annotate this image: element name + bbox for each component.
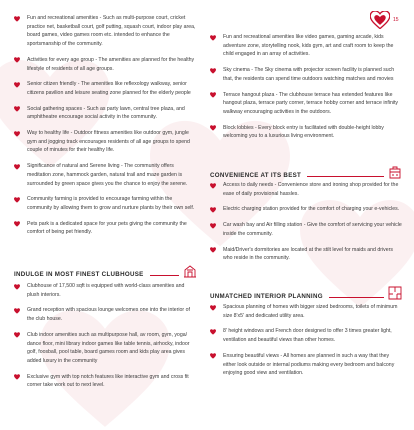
list-item <box>210 327 402 344</box>
heart-bullet-icon <box>210 92 216 98</box>
heading-divider <box>307 176 384 177</box>
list-item <box>14 282 197 299</box>
list-item <box>14 80 197 97</box>
heart-bullet-icon <box>14 284 20 290</box>
list-item <box>210 91 402 117</box>
list-item <box>14 306 197 323</box>
clubhouse-heading-row <box>14 264 197 278</box>
heading-divider <box>150 275 179 276</box>
heart-bullet-icon <box>14 308 20 314</box>
list-item-text: Pets park is a dedicated space for your pets giving the community the comfort of being pet friendly. <box>27 220 187 236</box>
list-item <box>14 56 197 73</box>
list-item <box>210 303 402 320</box>
list-item-text: Activities for every age group - The amenities are planned for the healthy lifestyle of residents of all age groups. <box>27 56 195 72</box>
list-item-text: Grand reception with spacious lounge welcomes one into the interior of the club house. <box>27 307 190 323</box>
list-item-text: Way to healthy life - Outdoor fitness amenities like outdoor gym, jungle gym and jogging track encourages residents of all age groups to spend couple of minutes for their healthy life. <box>27 130 190 154</box>
heart-bullet-icon <box>210 35 216 41</box>
list-item-text: 8' height windows and French door designed to offer 3 times greater light, ventilation and beautiful views than other homes. <box>223 328 392 344</box>
list-item-text: Community farming is provided to encourage farming within the community by allowing them to grow and nurture plants by their own self. <box>27 196 195 211</box>
heart-bullet-icon <box>14 82 20 88</box>
list-item-text: Club indoor amenities such as multipurpose hall, av room, gym, yoga/ dance floor, mini library indoor games like table tennis, airhocky, indoor golf, foosball, pool table, board games room and kids play area gives added luxury in the community <box>27 331 190 364</box>
list-item-text: Block lobbies - Every block entry is facilitated with double-height lobby welcoming you to a luxurious living environment. <box>223 124 384 140</box>
heart-bullet-icon <box>210 207 216 213</box>
list-item-text: Maid/Driver's dormitories are located at the stilt level for maids and drivers who reside in the community. <box>223 246 393 262</box>
list-item-text: Spacious planning of homes with bigger sized bedrooms, toilets of minimum size 8'x5' and dedicated utility area. <box>223 304 398 319</box>
list-item <box>14 373 197 390</box>
convenience-list <box>210 181 402 270</box>
list-item <box>210 221 402 238</box>
heart-bullet-icon <box>210 68 216 74</box>
heart-bullet-icon <box>14 131 20 137</box>
list-item <box>14 162 197 188</box>
list-item-text: Fun and recreational amenities like video games, gaming arcade, kids adventure zone, storytelling nook, kids gym, art and craft room to keep the child engaged in an array of activities. <box>223 34 394 58</box>
left-column <box>14 14 197 244</box>
heart-bullet-icon <box>210 305 216 311</box>
list-item <box>210 181 402 198</box>
heart-bullet-icon <box>210 223 216 229</box>
list-item-text: Exclusive gym with top notch features like interactive gym and cross fit corner take work out to next level. <box>27 373 189 389</box>
clubhouse-heading: INDULGE IN MOST FINEST CLUBHOUSE <box>14 271 144 278</box>
list-item-text: Electric charging station provided for the comfort of charging your e-vehicles. <box>223 206 400 213</box>
list-item <box>210 205 402 214</box>
list-item <box>14 129 197 155</box>
list-item <box>14 105 197 122</box>
list-item <box>14 331 197 366</box>
heart-bullet-icon <box>210 183 216 189</box>
heart-bullet-icon <box>210 125 216 131</box>
interior-heading: UNMATCHED INTERIOR PLANNING <box>210 293 323 300</box>
list-item-text: Car wash bay and Air filling station - Give the comfort of servicing your vehicle inside the community. <box>223 222 402 237</box>
list-item <box>210 33 402 59</box>
interior-heading-row <box>210 286 402 300</box>
convenience-heading: CONVENIENCE AT ITS BEST <box>210 172 302 179</box>
interior-list <box>210 303 402 385</box>
interior-plan-icon <box>388 286 402 300</box>
heart-bullet-icon <box>14 106 20 112</box>
list-item <box>14 195 197 212</box>
list-item-text: Senior citizen friendly - The amenities like reflexology walkway, senior citizens pavilion and leisure seating zone planned for the elderly people <box>27 81 191 96</box>
clubhouse-list <box>14 282 197 397</box>
convenience-heading-row <box>210 165 402 179</box>
heart-bullet-icon <box>14 57 20 63</box>
list-item-text: Social gathering spaces - Such as party lawn, central tree plaza, and amphitheatre encourage social activity in the community. <box>27 105 185 121</box>
heart-bullet-icon <box>210 353 216 359</box>
list-item <box>210 246 402 263</box>
list-item <box>14 14 197 49</box>
heart-bullet-icon <box>14 374 20 380</box>
list-item <box>14 220 197 237</box>
right-column <box>210 33 402 148</box>
clubhouse-icon <box>183 264 197 278</box>
list-item <box>210 124 402 141</box>
convenience-icon <box>388 165 402 179</box>
page-number: 15 <box>393 17 399 23</box>
list-item-text: Fun and recreational amenities - Such as multi-purpose court, cricket practice net, basketball court, golf putting, squash court, indoor play area, board games, video games room etc. intended to enhance the sportsmanship of the community. <box>27 15 196 48</box>
list-item-text: Ensuring beautiful views - All homes are planned in such a way that they either look outside or internal podiums making every bedroom and balcony enjoying good view and ventilation. <box>223 352 395 377</box>
list-item <box>210 66 402 83</box>
heart-bullet-icon <box>14 164 20 170</box>
heart-bullet-icon <box>14 16 20 22</box>
heart-bullet-icon <box>210 247 216 253</box>
heart-bullet-icon <box>14 221 20 227</box>
list-item <box>210 352 402 378</box>
list-item-text: Access to daily needs - Convenience store and ironing shop provided for the ease of daily provisional hassles. <box>223 182 399 197</box>
brand-heart-logo-icon <box>370 11 390 29</box>
list-item-text: Terrace hangout plaza - The clubhouse terrace has extended features like hangout plaza, terrace party corner, terrace hobby corner and terrace infinity walkway encouraging activities in the outdoors. <box>223 91 399 115</box>
heading-divider <box>329 297 384 298</box>
list-item-text: Sky cinema - The Sky cinema with projector screen facility is planned such that, the residents can spend time outdoors watching matches and movies <box>223 67 395 82</box>
list-item-text: Significance of natural and Serene living - The community offers meditation zone, hammock garden, natural trail and maze garden is surrounded by green space gives you the chance to enjoy the serene. <box>27 163 188 187</box>
heart-bullet-icon <box>14 197 20 203</box>
list-item-text: Clubhouse of 17,500 sqft is equipped with world-class amenities and plush interiors. <box>27 283 185 298</box>
heart-bullet-icon <box>210 329 216 335</box>
heart-bullet-icon <box>14 332 20 338</box>
